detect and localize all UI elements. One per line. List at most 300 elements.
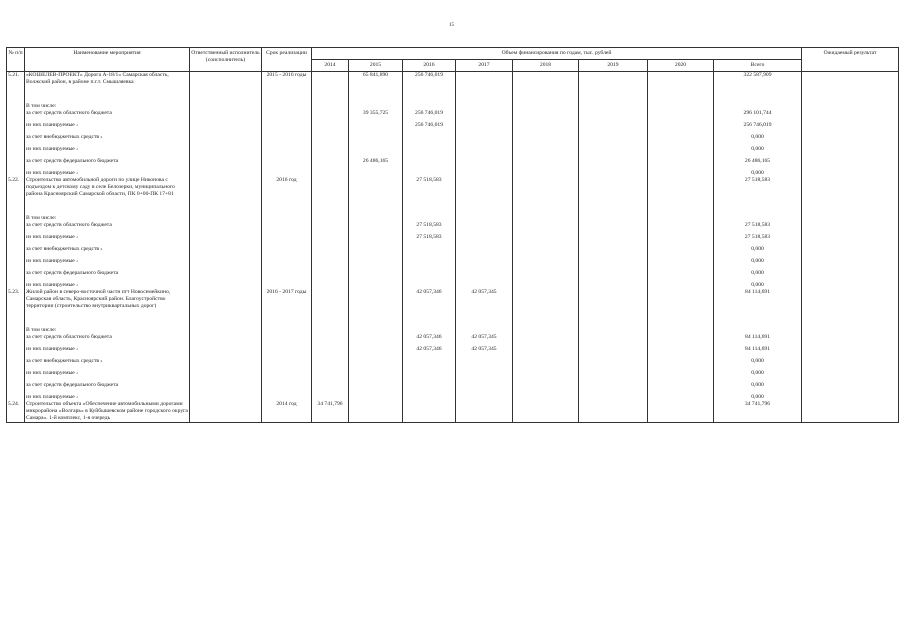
value-cell [312, 246, 349, 253]
funding-line-label [25, 258, 190, 265]
header-num: № п/п [7, 48, 25, 72]
funding-line-row [7, 358, 899, 365]
measure-term: 2015 - 2016 годы [262, 72, 312, 87]
measure-name: «КОШЕЛЕВ-ПРОЕКТ» Дорога А-18/1» Самарская область, Волжский район, в районе п.г.т. Смышляевка [25, 72, 190, 87]
value-cell [648, 258, 714, 265]
empty-cell [349, 215, 403, 222]
value-cell [513, 246, 579, 253]
value-cell: 42 057,346 [403, 289, 456, 310]
empty-cell [7, 334, 25, 341]
value-cell [513, 358, 579, 365]
empty-cell [403, 198, 456, 215]
measure-term: 2014 год [262, 401, 312, 423]
value-cell [349, 358, 403, 365]
value-cell [349, 222, 403, 229]
funding-line-row [7, 158, 899, 165]
value-cell: 26 486,165 [349, 158, 403, 165]
footnote-mark: 1 [76, 371, 78, 375]
measure-number: 5.21. [7, 72, 25, 87]
empty-cell [190, 358, 262, 365]
value-cell [513, 382, 579, 389]
empty-cell [262, 282, 312, 289]
value-cell [648, 370, 714, 377]
funding-line-label [25, 134, 190, 141]
value-cell [513, 122, 579, 129]
value-cell: 322 587,909 [714, 72, 802, 87]
empty-cell [312, 103, 349, 110]
including-row [7, 215, 899, 222]
funding-line-row [7, 122, 899, 129]
empty-cell [25, 86, 190, 103]
result-cell [802, 370, 899, 377]
value-cell: 42 057,345 [456, 289, 513, 310]
measure-number: 5.23. [7, 289, 25, 310]
funding-line-text: из них планируемые [26, 346, 75, 352]
funding-line-label [25, 234, 190, 241]
value-cell [513, 270, 579, 277]
empty-cell [802, 310, 899, 327]
funding-line-text: за счет средств федерального бюджета [26, 382, 119, 388]
empty-cell [513, 327, 579, 334]
value-cell [349, 134, 403, 141]
value-cell: 42 057,345 [456, 334, 513, 341]
empty-cell [513, 310, 579, 327]
value-cell: 27 518,583 [403, 222, 456, 229]
value-cell [579, 177, 648, 198]
value-cell: 42 057,346 [403, 346, 456, 353]
value-cell [648, 122, 714, 129]
result-cell [802, 382, 899, 389]
value-cell [456, 110, 513, 117]
header-responsible: Ответственный исполнитель (соисполнитель) [190, 48, 262, 72]
empty-cell [262, 394, 312, 401]
header-year: 2014 [312, 60, 349, 72]
empty-cell [262, 334, 312, 341]
funding-line-text: из них планируемые [26, 370, 75, 376]
value-cell [456, 282, 513, 289]
empty-cell [7, 215, 25, 222]
footnote-mark: 2 [100, 359, 103, 363]
funding-line-text: из них планируемые [26, 394, 75, 400]
empty-cell [648, 86, 714, 103]
result-cell [802, 122, 899, 129]
header-result: Ожидаемый результат [802, 48, 899, 72]
value-cell [648, 134, 714, 141]
value-cell [513, 282, 579, 289]
value-cell: 27 518,583 [403, 234, 456, 241]
value-cell [312, 72, 349, 87]
empty-cell [456, 327, 513, 334]
empty-cell [190, 334, 262, 341]
value-cell [579, 358, 648, 365]
value-cell [312, 177, 349, 198]
empty-cell [262, 270, 312, 277]
funding-line-row [7, 346, 899, 353]
result-cell [802, 222, 899, 229]
empty-cell [7, 86, 25, 103]
empty-cell [349, 310, 403, 327]
empty-cell [7, 103, 25, 110]
empty-cell [262, 86, 312, 103]
value-cell [403, 358, 456, 365]
empty-cell [579, 198, 648, 215]
empty-cell [714, 86, 802, 103]
empty-cell [190, 270, 262, 277]
funding-line-row [7, 170, 899, 177]
funding-line-label [25, 370, 190, 377]
funding-line-label [25, 122, 190, 129]
value-cell [513, 258, 579, 265]
value-cell: 42 057,345 [456, 346, 513, 353]
funding-line-text: за счет внебюджетных средств [26, 246, 100, 252]
empty-cell [714, 215, 802, 222]
measure-term: 2016 - 2017 годы [262, 289, 312, 310]
funding-line-label [25, 334, 190, 341]
measure-number: 5.22. [7, 177, 25, 198]
value-cell [579, 246, 648, 253]
value-cell [456, 358, 513, 365]
value-cell [312, 282, 349, 289]
value-cell [648, 358, 714, 365]
value-cell [312, 110, 349, 117]
value-cell [579, 370, 648, 377]
empty-cell [190, 146, 262, 153]
funding-line-label [25, 346, 190, 353]
value-cell [513, 134, 579, 141]
value-cell [648, 170, 714, 177]
value-cell [579, 158, 648, 165]
empty-cell [262, 222, 312, 229]
value-cell [513, 401, 579, 423]
empty-cell [7, 198, 25, 215]
value-cell [312, 334, 349, 341]
value-cell [513, 72, 579, 87]
empty-cell [7, 346, 25, 353]
empty-cell [456, 103, 513, 110]
value-cell [312, 122, 349, 129]
value-cell [456, 158, 513, 165]
empty-cell [190, 258, 262, 265]
value-cell [579, 110, 648, 117]
value-cell [456, 177, 513, 198]
empty-cell [7, 170, 25, 177]
empty-cell [456, 215, 513, 222]
result-cell [802, 110, 899, 117]
empty-cell [7, 246, 25, 253]
result-cell [802, 146, 899, 153]
funding-line-text: за счет внебюджетных средств [26, 358, 100, 364]
spacer-row [7, 86, 899, 103]
empty-cell [7, 110, 25, 117]
empty-cell [456, 198, 513, 215]
spacer-row [7, 310, 899, 327]
measure-row [7, 401, 899, 423]
result-cell [802, 282, 899, 289]
funding-line-label [25, 222, 190, 229]
value-cell: 27 518,583 [714, 222, 802, 229]
value-cell [513, 234, 579, 241]
empty-cell [7, 282, 25, 289]
empty-cell [7, 382, 25, 389]
value-cell [456, 246, 513, 253]
empty-cell [190, 122, 262, 129]
value-cell [349, 289, 403, 310]
value-cell [579, 394, 648, 401]
value-cell [403, 382, 456, 389]
funding-line-row [7, 110, 899, 117]
result-cell [802, 158, 899, 165]
value-cell [513, 110, 579, 117]
value-cell [579, 122, 648, 129]
value-cell [648, 401, 714, 423]
empty-cell [579, 327, 648, 334]
value-cell [513, 370, 579, 377]
value-cell [403, 146, 456, 153]
value-cell [403, 270, 456, 277]
empty-cell [579, 310, 648, 327]
value-cell [349, 382, 403, 389]
value-cell [403, 170, 456, 177]
value-cell [312, 270, 349, 277]
table-body [7, 72, 899, 423]
value-cell [579, 234, 648, 241]
value-cell [312, 234, 349, 241]
value-cell [579, 258, 648, 265]
value-cell: 0,000 [714, 270, 802, 277]
value-cell [648, 382, 714, 389]
funding-line-row [7, 246, 899, 253]
empty-cell [190, 346, 262, 353]
empty-cell [7, 158, 25, 165]
value-cell [648, 282, 714, 289]
empty-cell [7, 270, 25, 277]
empty-cell [349, 327, 403, 334]
funding-line-text: из них планируемые [26, 122, 75, 128]
value-cell: 0,000 [714, 382, 802, 389]
value-cell [579, 282, 648, 289]
including-label: В том числе: [25, 103, 190, 110]
funding-line-text: за счет внебюджетных средств [26, 134, 100, 140]
value-cell [312, 358, 349, 365]
empty-cell [456, 86, 513, 103]
value-cell: 296 101,744 [714, 110, 802, 117]
empty-cell [190, 103, 262, 110]
funding-line-text: из них планируемые [26, 282, 75, 288]
value-cell: 27 518,583 [714, 177, 802, 198]
empty-cell [312, 327, 349, 334]
measure-name: Жилой район в северо-восточной части пгт Новосемейкино, Самарская область, Красноярский район. Благоустройство территории (строительство внутриквартальных дорог) [25, 289, 190, 310]
value-cell [403, 246, 456, 253]
spacer-row [7, 198, 899, 215]
value-cell: 0,000 [714, 134, 802, 141]
value-cell [648, 146, 714, 153]
value-cell [513, 222, 579, 229]
empty-cell [190, 310, 262, 327]
value-cell: 34 741,796 [312, 401, 349, 423]
including-label: В том числе: [25, 215, 190, 222]
funding-line-row [7, 334, 899, 341]
result-cell [802, 358, 899, 365]
header-year: 2016 [403, 60, 456, 72]
value-cell [456, 382, 513, 389]
funding-line-row [7, 270, 899, 277]
footnote-mark: 1 [76, 283, 78, 287]
funding-line-label [25, 394, 190, 401]
empty-cell [190, 158, 262, 165]
financing-table [6, 47, 899, 423]
value-cell [456, 134, 513, 141]
value-cell [349, 246, 403, 253]
value-cell [312, 394, 349, 401]
value-cell [648, 289, 714, 310]
empty-cell [262, 110, 312, 117]
value-cell: 84 114,691 [714, 346, 802, 353]
value-cell: 27 518,583 [714, 234, 802, 241]
funding-line-label [25, 270, 190, 277]
value-cell [312, 170, 349, 177]
empty-cell [262, 370, 312, 377]
empty-cell [403, 103, 456, 110]
empty-cell [802, 215, 899, 222]
value-cell [456, 122, 513, 129]
empty-cell [714, 327, 802, 334]
funding-line-label [25, 110, 190, 117]
empty-cell [262, 146, 312, 153]
empty-cell [7, 394, 25, 401]
empty-cell [312, 86, 349, 103]
funding-line-row [7, 222, 899, 229]
empty-cell [349, 86, 403, 103]
value-cell [648, 222, 714, 229]
result-cell [802, 234, 899, 241]
value-cell [648, 334, 714, 341]
value-cell [349, 282, 403, 289]
value-cell: 256 746,019 [403, 72, 456, 87]
value-cell: 0,000 [714, 246, 802, 253]
result-cell [802, 170, 899, 177]
empty-cell [312, 310, 349, 327]
value-cell [513, 289, 579, 310]
value-cell [513, 346, 579, 353]
measure-term: 2016 год [262, 177, 312, 198]
empty-cell [7, 222, 25, 229]
value-cell [312, 370, 349, 377]
value-cell [513, 177, 579, 198]
result-cell [802, 401, 899, 423]
empty-cell [648, 327, 714, 334]
footnote-mark: 2 [100, 247, 103, 251]
result-cell [802, 346, 899, 353]
value-cell [312, 158, 349, 165]
funding-line-text: за счет средств федерального бюджета [26, 158, 119, 164]
funding-line-label [25, 170, 190, 177]
result-cell [802, 134, 899, 141]
empty-cell [7, 327, 25, 334]
empty-cell [190, 370, 262, 377]
value-cell: 0,000 [714, 170, 802, 177]
measure-name: Строительство автомобильной дороги по улице Никонова с подъездом к детскому саду в селе Белозерки, муниципального района Красноярский Самарской области, ПК 0+00-ПК 17+81 [25, 177, 190, 198]
funding-line-row [7, 258, 899, 265]
funding-line-text: из них планируемые [26, 258, 75, 264]
empty-cell [262, 158, 312, 165]
result-cell [802, 289, 899, 310]
value-cell [513, 394, 579, 401]
value-cell [349, 258, 403, 265]
header-total: Всего [714, 60, 802, 72]
value-cell [349, 346, 403, 353]
empty-cell [7, 234, 25, 241]
empty-cell [7, 258, 25, 265]
measure-responsible [190, 401, 262, 423]
empty-cell [648, 310, 714, 327]
value-cell [349, 177, 403, 198]
footnote-mark: 1 [76, 147, 78, 151]
empty-cell [190, 86, 262, 103]
empty-cell [262, 198, 312, 215]
funding-line-row [7, 146, 899, 153]
value-cell [403, 158, 456, 165]
value-cell: 39 355,725 [349, 110, 403, 117]
header-year: 2017 [456, 60, 513, 72]
value-cell [312, 134, 349, 141]
value-cell [579, 382, 648, 389]
value-cell [513, 170, 579, 177]
empty-cell [25, 310, 190, 327]
value-cell [648, 177, 714, 198]
empty-cell [190, 198, 262, 215]
empty-cell [7, 134, 25, 141]
empty-cell [190, 282, 262, 289]
funding-line-row [7, 394, 899, 401]
empty-cell [513, 215, 579, 222]
funding-line-text: за счет средств областного бюджета [26, 334, 112, 340]
empty-cell [802, 327, 899, 334]
funding-line-text: из них планируемые [26, 170, 75, 176]
value-cell: 0,000 [714, 146, 802, 153]
empty-cell [262, 103, 312, 110]
including-row [7, 327, 899, 334]
empty-cell [648, 215, 714, 222]
empty-cell [262, 382, 312, 389]
header-term: Срок реализации [262, 48, 312, 72]
page-number: 15 [449, 23, 454, 28]
measure-responsible [190, 72, 262, 87]
empty-cell [190, 382, 262, 389]
value-cell: 256 746,019 [403, 110, 456, 117]
value-cell [513, 334, 579, 341]
measure-name: Строительство объекта «Обеспечение автомобильными дорогами микрорайона «Волгарь» в Куйбышевском районе городского округа Самара». 1-й комплекс, 1-я очередь [26, 401, 188, 421]
empty-cell [403, 215, 456, 222]
empty-cell [513, 103, 579, 110]
empty-cell [802, 103, 899, 110]
value-cell [456, 234, 513, 241]
empty-cell [403, 310, 456, 327]
result-cell [802, 270, 899, 277]
value-cell [312, 146, 349, 153]
funding-line-label [25, 382, 190, 389]
value-cell: 256 746,019 [714, 122, 802, 129]
funding-line-label [25, 146, 190, 153]
empty-cell [262, 310, 312, 327]
value-cell: 0,000 [714, 282, 802, 289]
empty-cell [190, 134, 262, 141]
value-cell [349, 401, 403, 423]
footnote-mark: 1 [76, 259, 78, 263]
empty-cell [262, 134, 312, 141]
result-cell [802, 334, 899, 341]
funding-line-row [7, 234, 899, 241]
value-cell [579, 72, 648, 87]
